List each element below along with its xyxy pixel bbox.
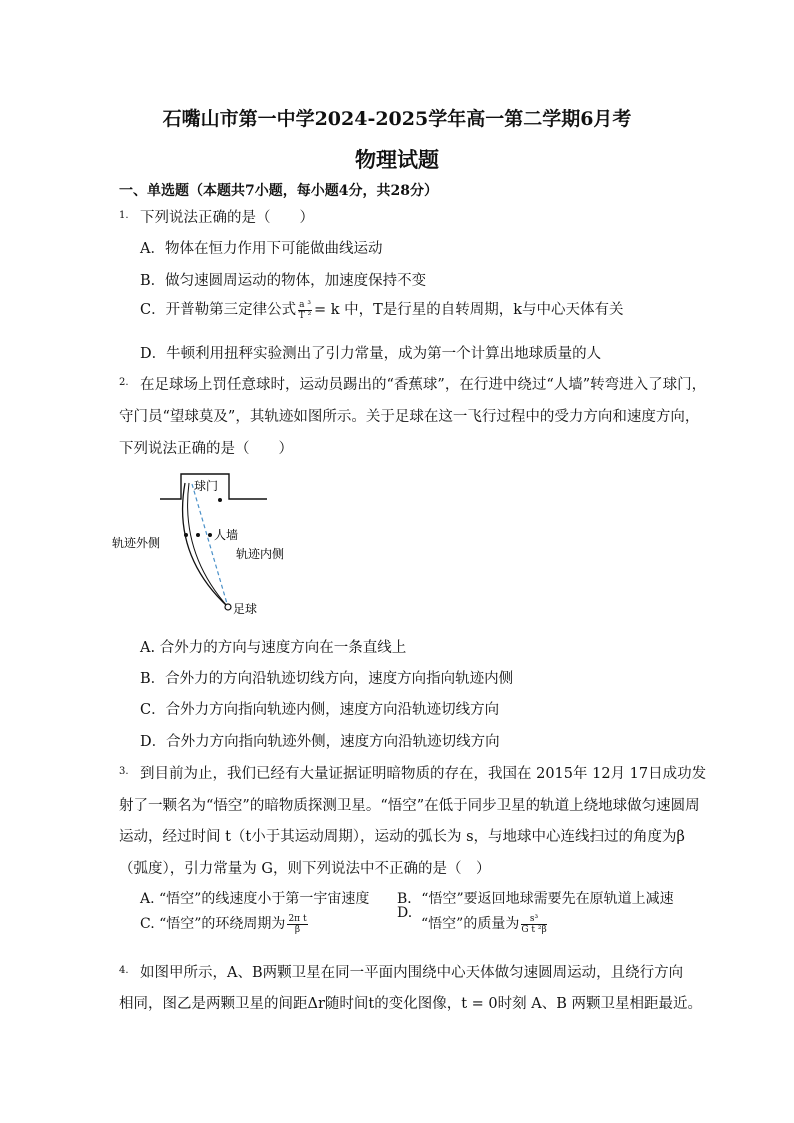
ball-icon [225,604,231,610]
banana-kick-diagram [110,465,330,625]
option-a: A．物体在恒力作用下可能做曲线运动 [140,241,383,257]
option-d [421,913,549,935]
question-line-1: 到目前为止，我们已经有大量证据证明暗物质的存在，我国在 2015年 12月 17日成功发 [140,766,707,782]
option-a: A. 合外力的方向与速度方向在一条直线上 [140,640,407,656]
fraction-denominator: β [294,924,301,935]
wall-dot [184,533,188,537]
exam-title: 石嘴山市第一中学2024-2025学年高一第二学期6月考 [162,108,632,130]
option-d: D．合外力方向指向轨迹外侧，速度方向沿轨迹切线方向 [140,734,500,750]
option-c-suffix: = k 中，T是行星的自转周期，k与中心天体有关 [313,302,624,318]
option-c [140,913,310,935]
inner-side-label: 轨迹内侧 [236,547,285,561]
goal-label: 球门 [194,479,219,493]
question-line-2: 相同，图乙是两颗卫星的间距Δr随时间t的变化图像，t = 0时刻 A、B 两颗卫星相距最近。 [119,996,702,1012]
kepler-fraction [298,300,312,321]
question-line-2: 射了一颗名为“悟空”的暗物质探测卫星。“悟空”在低于同步卫星的轨道上绕地球做匀速圆周 [119,798,700,814]
wall-dot [196,533,200,537]
fraction-denominator: T ² [298,310,312,321]
question-stem: 下列说法正确的是（ ） [140,210,314,226]
exam-subtitle: 物理试题 [355,147,439,172]
option-b: B．做匀速圆周运动的物体，加速度保持不变 [140,273,427,289]
question-line-1: 在足球场上罚任意球时，运动员踢出的“香蕉球”，在行进中绕过“人墙”转弯进入了球门， [140,377,707,393]
question-line-4: （弧度），引力常量为 G，则下列说法中不正确的是（ ） [119,861,491,877]
option-c: C．合外力方向指向轨迹内侧，速度方向沿轨迹切线方向 [140,702,500,718]
question-line-2: 守门员“望球莫及”，其轨迹如图所示。关于足球在这一飞行过程中的受力方向和速度方向， [119,409,700,425]
option-d-prefix: “悟空”的质量为 [421,916,520,932]
fraction-numerator: s³ [521,914,546,925]
option-b: B．合外力的方向沿轨迹切线方向，速度方向指向轨迹内侧 [140,671,514,687]
question-line-3: 下列说法正确的是（ ） [119,441,293,457]
question-line-1: 如图甲所示，A、B两颗卫星在同一平面内围绕中心天体做匀速圆周运动，且绕行方向 [140,965,684,981]
wall-label: 人墙 [214,528,239,542]
wall-dot [208,533,212,537]
section-heading: 一、单选题（本题共7小题，每小题4分，共28分） [119,183,438,199]
goal-point [218,498,222,502]
outer-side-label: 轨迹外侧 [112,536,161,550]
period-fraction [287,914,307,935]
question-number: 3. [119,766,129,777]
option-d-letter: D. [397,905,413,921]
option-c-prefix: C．开普勒第三定律公式 [140,302,297,318]
fraction-denominator: G t ²β [521,924,547,935]
question-number: 4. [119,965,129,976]
option-c [140,298,624,321]
question-line-3: 运动，经过时间 t（t小于其运动周期），运动的弧长为 s，与地球中心连线扫过的角度为β [119,829,685,845]
option-c-prefix: C. “悟空”的环绕周期为 [140,916,286,932]
fraction-numerator: 2π t [288,913,307,924]
option-a: A. “悟空”的线速度小于第一宇宙速度 [140,891,370,907]
question-number: 1. [119,210,129,221]
question-number: 2. [119,377,129,388]
ball-label: 足球 [233,602,258,616]
option-b: B．“悟空”要返回地球需要先在原轨道上减速 [397,891,674,907]
mass-fraction [521,914,546,935]
fraction-numerator: a ³ [299,299,311,310]
option-d: D．牛顿利用扭秤实验测出了引力常量，成为第一个计算出地球质量的人 [140,346,602,362]
